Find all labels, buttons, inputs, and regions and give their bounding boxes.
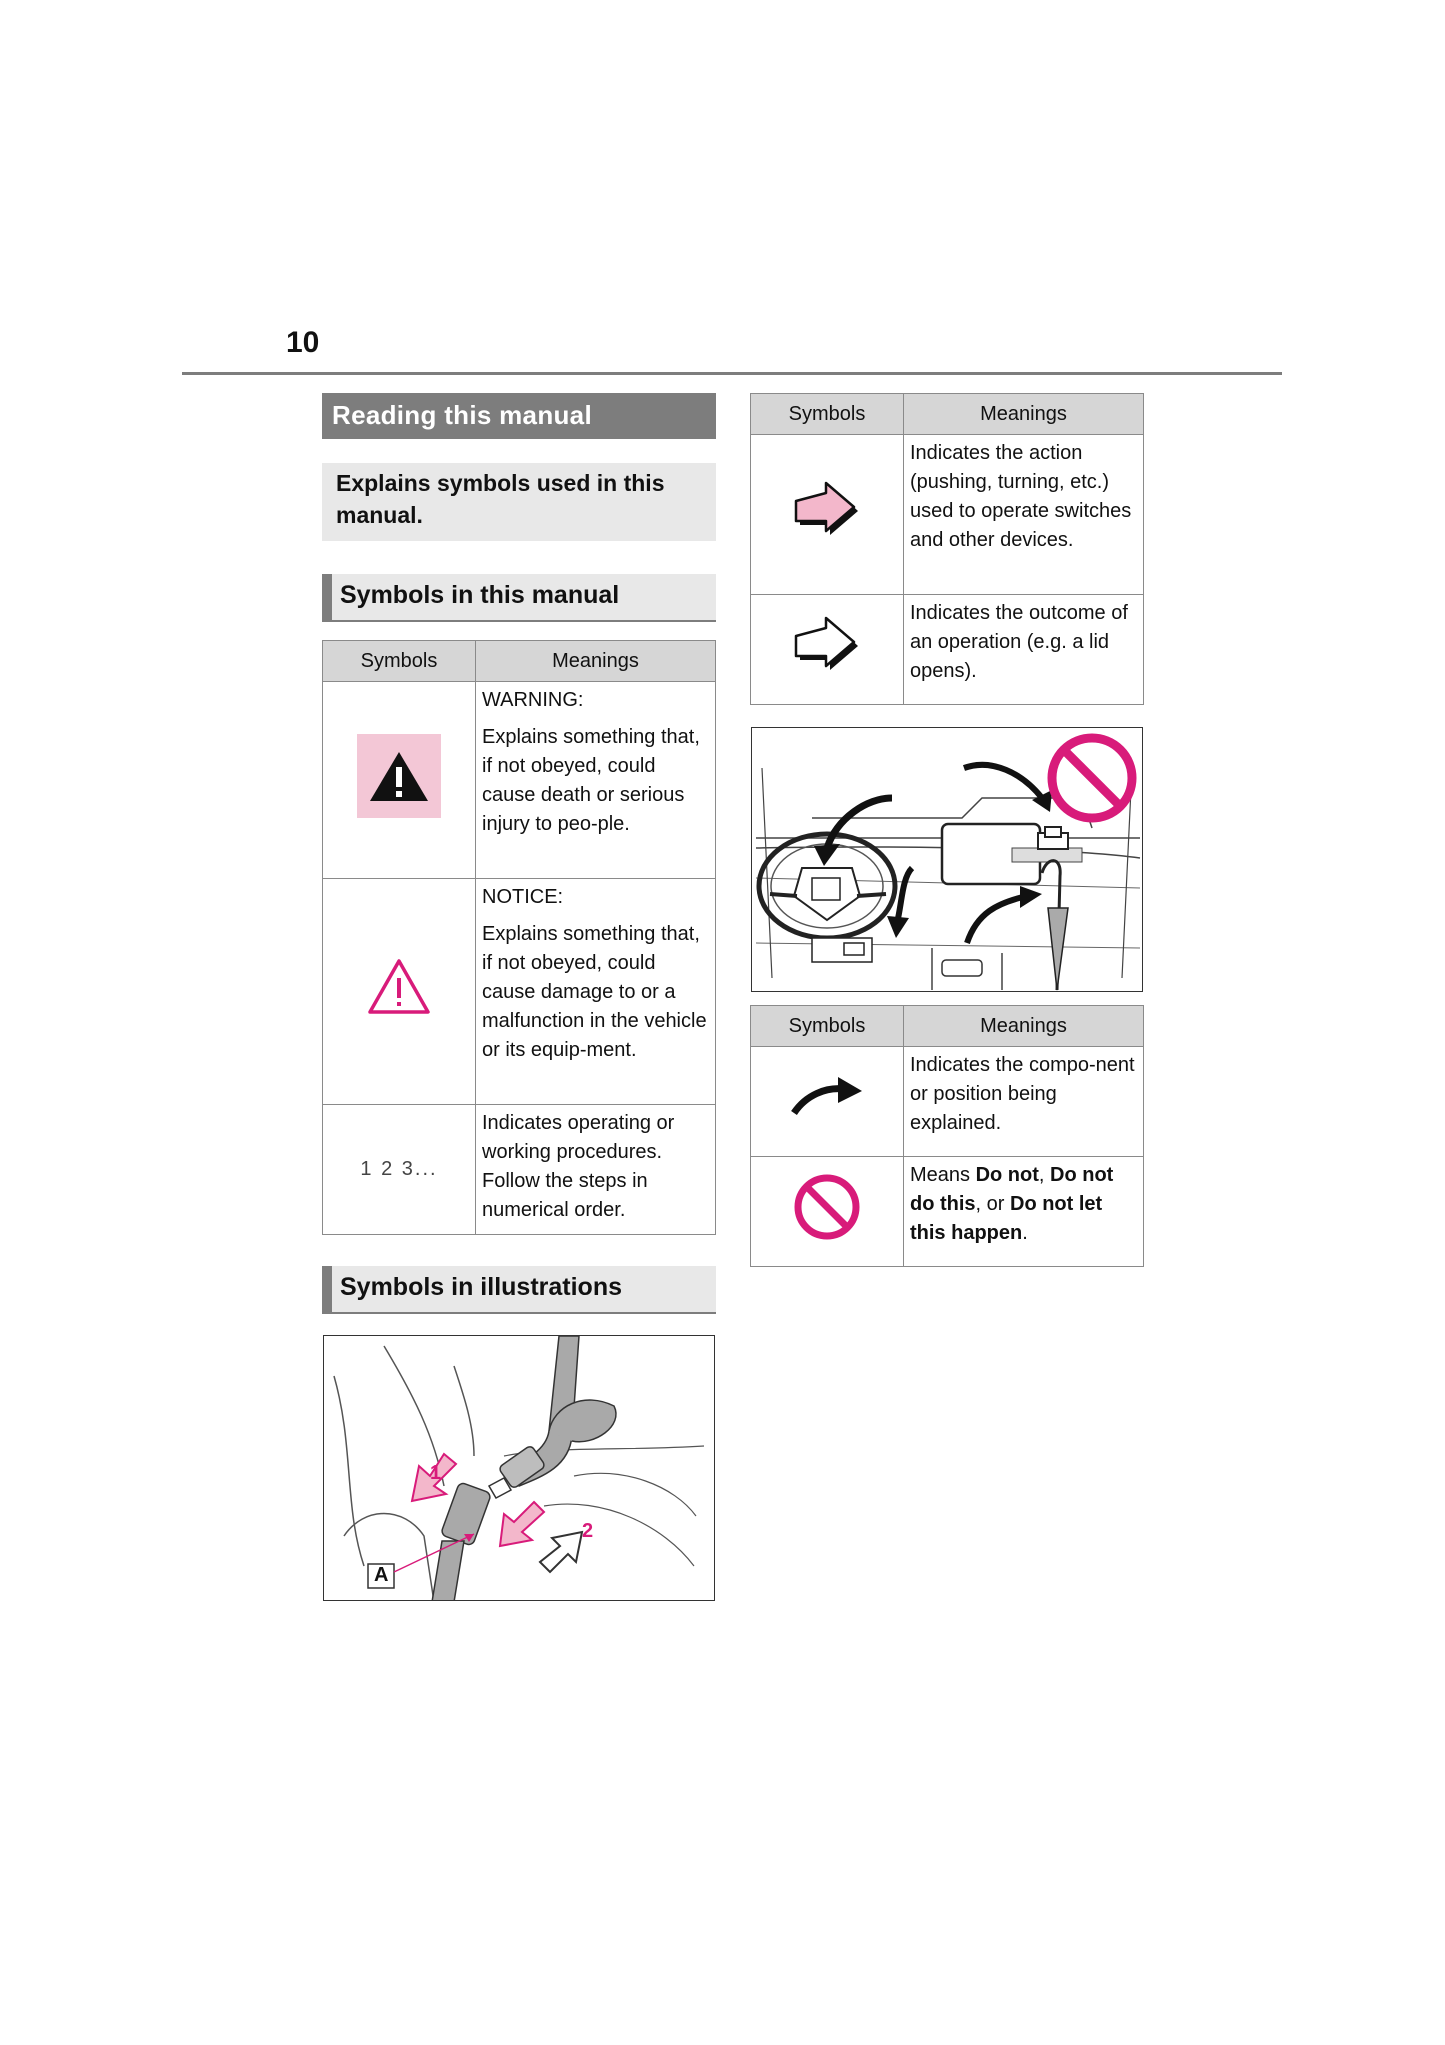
label-a: A <box>374 1564 389 1586</box>
column-header-symbols: Symbols <box>751 1006 904 1047</box>
prohibit-do-not: Do not <box>975 1164 1039 1186</box>
notice-label: NOTICE: <box>482 886 564 908</box>
outcome-arrow-icon <box>792 616 862 674</box>
column-header-symbols: Symbols <box>323 641 476 682</box>
steps-meaning: Indicates operating or working procedures. Follow the steps in numerical order. <box>476 1105 716 1235</box>
illustration-symbols-table <box>750 1005 1144 1267</box>
outcome-meaning: Indicates the outcome of an operation (e.g. a lid opens). <box>904 595 1144 705</box>
notice-text: Explains something that, if not obeyed, could cause damage to or a malfunction in the vehicle or its equip-ment. <box>482 923 707 1061</box>
notice-symbol-cell <box>323 879 476 1105</box>
prohibit-end: . <box>1022 1222 1028 1244</box>
column-header-meanings: Meanings <box>904 394 1144 435</box>
seatbelt-illustration <box>323 1335 715 1601</box>
action-arrow-icon <box>792 481 862 539</box>
component-meaning: Indicates the compo-nent or position being explained. <box>904 1047 1144 1157</box>
warning-meaning <box>476 682 716 879</box>
steps-symbol-cell <box>323 1105 476 1235</box>
section-heading-symbols-manual: Symbols in this manual <box>322 574 716 622</box>
intro-text: Explains symbols used in this manual. <box>322 463 716 541</box>
action-meaning: Indicates the action (pushing, turning, etc.) used to operate switches and other devices. <box>904 435 1144 595</box>
outcome-symbol-cell <box>751 595 904 705</box>
prohibit-sep-2: , or <box>975 1193 1010 1215</box>
component-symbol-cell <box>751 1047 904 1157</box>
prohibit-symbol-cell <box>751 1157 904 1267</box>
notice-triangle-icon <box>366 957 432 1017</box>
prohibit-do-not-let-happen: Do not let this happen <box>910 1193 1103 1244</box>
warning-triangle-icon <box>357 734 441 818</box>
curved-arrow-icon <box>790 1075 864 1119</box>
symbols-manual-table <box>322 640 716 1235</box>
notice-meaning <box>476 879 716 1105</box>
column-header-symbols: Symbols <box>751 394 904 435</box>
prohibit-do-not-do-this: Do not do this <box>910 1164 1114 1215</box>
section-heading-symbols-illustrations: Symbols in illustrations <box>322 1266 716 1314</box>
page-number: 10 <box>286 326 320 359</box>
warning-symbol-cell <box>323 682 476 879</box>
prohibit-meaning <box>904 1157 1144 1267</box>
dashboard-illustration <box>751 727 1143 992</box>
column-header-meanings: Meanings <box>904 1006 1144 1047</box>
prohibition-icon <box>792 1172 862 1242</box>
column-header-meanings: Meanings <box>476 641 716 682</box>
prohibit-sep-1: , <box>1038 1164 1051 1186</box>
step-2-label: 2 <box>582 1520 594 1542</box>
arrow-symbols-table <box>750 393 1144 705</box>
header-rule <box>182 372 1282 375</box>
warning-label: WARNING: <box>482 689 584 711</box>
steps-symbol: 1 2 3... <box>360 1158 438 1180</box>
prohibit-means-text: Means <box>910 1164 976 1186</box>
page-title: Reading this manual <box>322 393 716 439</box>
warning-text: Explains something that, if not obeyed, could cause death or serious injury to peo-ple. <box>482 726 700 835</box>
action-symbol-cell <box>751 435 904 595</box>
step-1-label: 1 <box>430 1462 442 1484</box>
